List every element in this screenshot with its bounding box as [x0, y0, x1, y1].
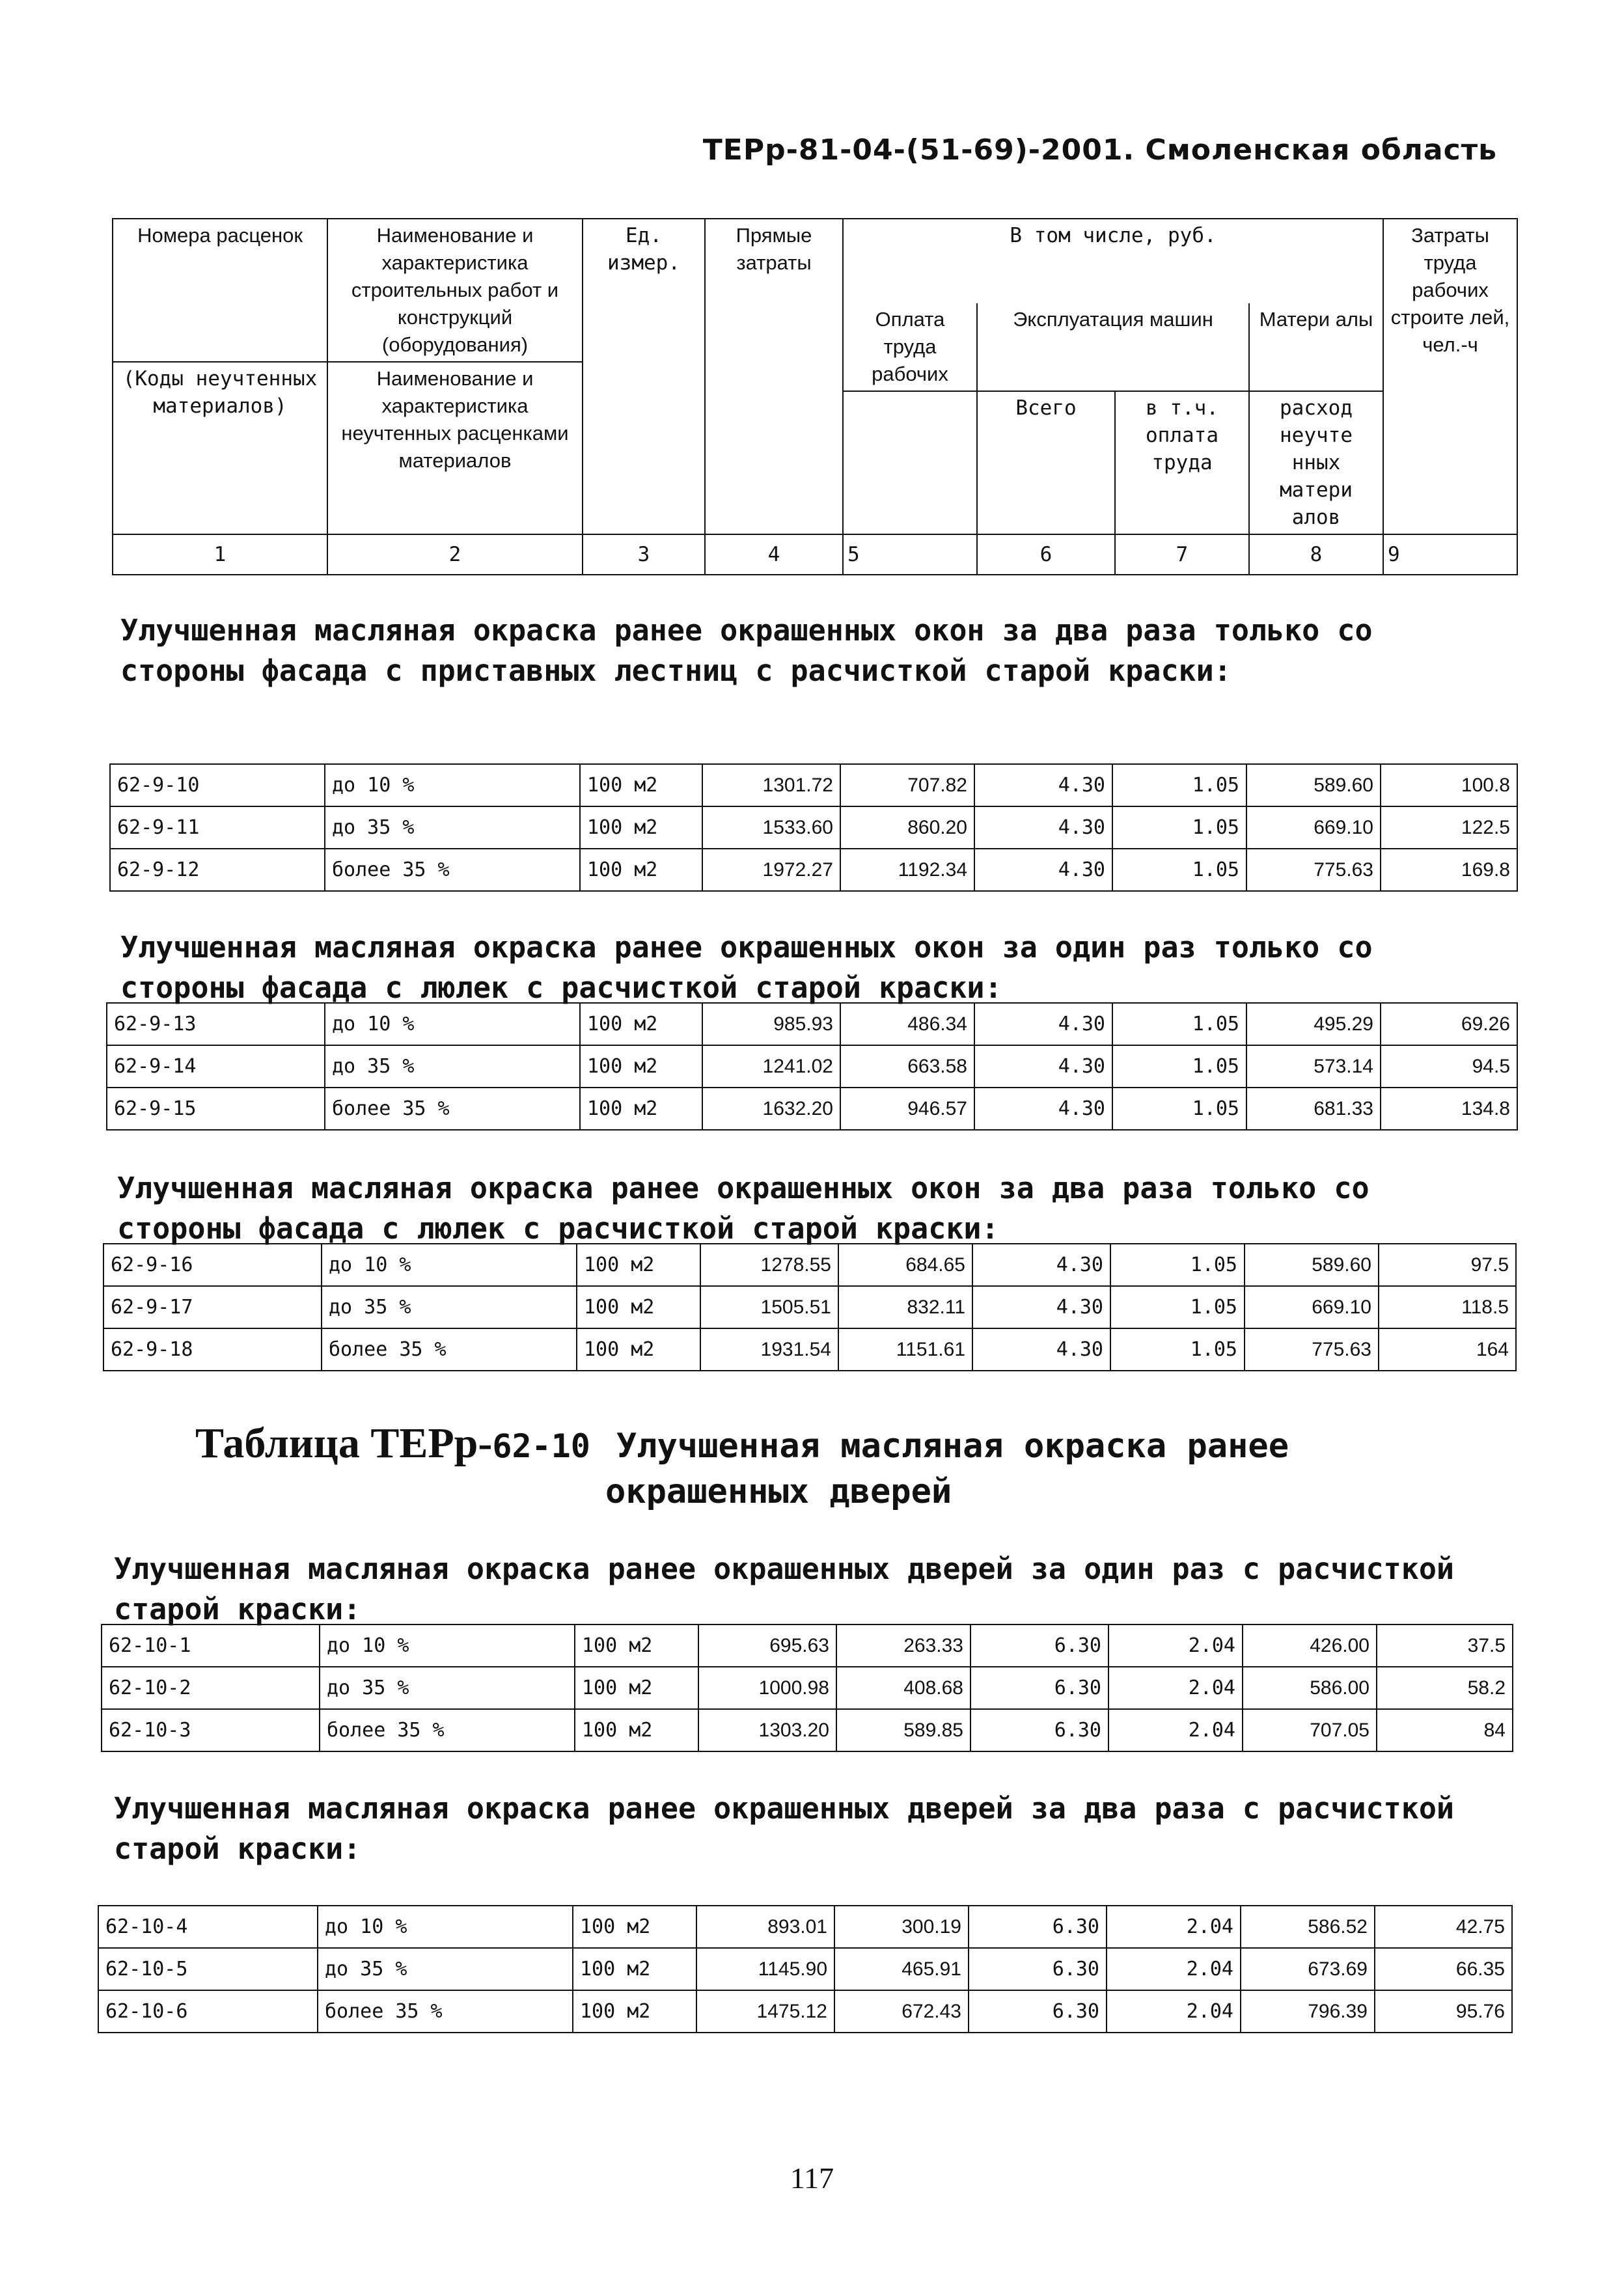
direct-costs: 1972.27: [702, 849, 840, 891]
wages: 946.57: [840, 1088, 974, 1130]
page-number: 117: [790, 2161, 834, 2195]
machines-wages: 1.05: [1112, 1088, 1246, 1130]
table-row: [110, 806, 1517, 849]
machines-total: 6.30: [969, 1948, 1107, 1990]
rate-unit: 100 м2: [577, 1286, 700, 1328]
header-materials: Матери алы: [1249, 303, 1383, 391]
section-heading: Улучшенная масляная окраска ранее окрашенных дверей за два раза с расчисткой старой краски:: [114, 1791, 1472, 1866]
rate-code: 62-10-6: [98, 1990, 318, 2033]
materials: 707.05: [1243, 1709, 1377, 1751]
machines-total: 6.30: [970, 1667, 1108, 1709]
machines-wages: 2.04: [1108, 1624, 1243, 1667]
machines-wages: 1.05: [1112, 1003, 1246, 1045]
rate-code: 62-9-16: [103, 1244, 322, 1286]
materials: 586.00: [1243, 1667, 1377, 1709]
labor: 100.8: [1381, 764, 1517, 806]
labor: 169.8: [1381, 849, 1517, 891]
rate-name: до 35 %: [325, 806, 580, 849]
direct-costs: 1931.54: [700, 1328, 838, 1371]
header-name: Наименование и характеристика строительных работ и конструкций (оборудования): [327, 219, 583, 362]
machines-wages: 1.05: [1112, 1045, 1246, 1088]
machines-total: 6.30: [969, 1990, 1107, 2033]
table-row: [98, 1990, 1512, 2033]
wages: 1151.61: [838, 1328, 972, 1371]
labor: 42.75: [1375, 1906, 1512, 1948]
materials: 796.39: [1241, 1990, 1375, 2033]
rate-code: 62-9-10: [110, 764, 325, 806]
rate-unit: 100 м2: [580, 1088, 702, 1130]
machines-total: 6.30: [970, 1709, 1108, 1751]
rate-code: 62-10-1: [102, 1624, 320, 1667]
direct-costs: 1475.12: [696, 1990, 834, 2033]
section-heading: Улучшенная масляная окраска ранее окрашенных окон за два раза только со стороны фасада с люлек с расчисткой старой краски:: [117, 1171, 1387, 1246]
rate-unit: 100 м2: [580, 1045, 702, 1088]
materials: 589.60: [1245, 1244, 1379, 1286]
header-unit: Ед. измер.: [583, 219, 705, 534]
rates-table: [103, 1243, 1517, 1371]
machines-wages: 2.04: [1108, 1709, 1243, 1751]
table-row: [107, 1088, 1517, 1130]
direct-costs: 695.63: [698, 1624, 836, 1667]
col-num: 6: [977, 534, 1115, 575]
rate-code: 62-9-14: [107, 1045, 325, 1088]
col-num: 8: [1249, 534, 1383, 575]
rate-code: 62-9-17: [103, 1286, 322, 1328]
direct-costs: 985.93: [702, 1003, 840, 1045]
machines-wages: 2.04: [1107, 1990, 1241, 2033]
machines-wages: 1.05: [1110, 1286, 1245, 1328]
table-row: [110, 764, 1517, 806]
machines-total: 4.30: [974, 1003, 1112, 1045]
machines-total: 6.30: [969, 1906, 1107, 1948]
labor: 122.5: [1381, 806, 1517, 849]
header-code: Номера расценок: [113, 219, 327, 362]
col-num: 1: [113, 534, 327, 575]
rate-unit: 100 м2: [573, 1948, 696, 1990]
direct-costs: 1301.72: [702, 764, 840, 806]
machines-total: 4.30: [972, 1328, 1110, 1371]
materials: 586.52: [1241, 1906, 1375, 1948]
rate-code: 62-10-3: [102, 1709, 320, 1751]
rate-name: до 10 %: [322, 1244, 577, 1286]
rate-unit: 100 м2: [580, 764, 702, 806]
wages: 263.33: [836, 1624, 970, 1667]
rate-name: до 35 %: [320, 1667, 575, 1709]
rate-name: до 35 %: [322, 1286, 577, 1328]
machines-total: 4.30: [974, 806, 1112, 849]
header-wages: Оплата труда рабочих: [843, 303, 977, 391]
rate-name: до 10 %: [325, 1003, 580, 1045]
materials: 775.63: [1246, 849, 1381, 891]
rate-code: 62-9-12: [110, 849, 325, 891]
header-material-consumption: расход неучте нных матери алов: [1249, 391, 1383, 534]
wages: 589.85: [836, 1709, 970, 1751]
header-including: В том числе, руб.: [843, 219, 1383, 303]
labor: 84: [1377, 1709, 1513, 1751]
rate-unit: 100 м2: [575, 1709, 698, 1751]
table-row: [103, 1286, 1516, 1328]
direct-costs: 1278.55: [700, 1244, 838, 1286]
rate-code: 62-10-5: [98, 1948, 318, 1990]
col-num: 3: [583, 534, 705, 575]
header-table: [112, 218, 1518, 575]
table-row: [102, 1709, 1513, 1751]
labor: 69.26: [1381, 1003, 1517, 1045]
rates-table: [98, 1905, 1513, 2033]
rate-code: 62-9-13: [107, 1003, 325, 1045]
labor: 118.5: [1379, 1286, 1516, 1328]
direct-costs: 893.01: [696, 1906, 834, 1948]
materials: 775.63: [1245, 1328, 1379, 1371]
table-row: [107, 1003, 1517, 1045]
rates-table: [106, 1002, 1518, 1131]
rate-code: 62-10-4: [98, 1906, 318, 1948]
rate-code: 62-10-2: [102, 1667, 320, 1709]
rate-unit: 100 м2: [577, 1244, 700, 1286]
wages: 672.43: [834, 1990, 969, 2033]
direct-costs: 1632.20: [702, 1088, 840, 1130]
labor: 58.2: [1377, 1667, 1513, 1709]
section-heading: Улучшенная масляная окраска ранее окрашенных окон за два раза только со стороны фасада с приставных лестниц с расчисткой старой краски:: [120, 613, 1390, 688]
table-title: [195, 1419, 1289, 1468]
machines-total: 4.30: [972, 1244, 1110, 1286]
direct-costs: 1505.51: [700, 1286, 838, 1328]
rate-name: до 35 %: [325, 1045, 580, 1088]
labor: 94.5: [1381, 1045, 1517, 1088]
rate-unit: 100 м2: [575, 1667, 698, 1709]
machines-total: 4.30: [974, 1045, 1112, 1088]
rates-table: [101, 1624, 1513, 1752]
direct-costs: 1533.60: [702, 806, 840, 849]
materials: 669.10: [1245, 1286, 1379, 1328]
rate-unit: 100 м2: [580, 806, 702, 849]
rate-name: более 35 %: [325, 849, 580, 891]
machines-wages: 2.04: [1107, 1906, 1241, 1948]
materials: 589.60: [1246, 764, 1381, 806]
wages: 408.68: [836, 1667, 970, 1709]
machines-total: 4.30: [974, 764, 1112, 806]
section-heading: Улучшенная масляная окраска ранее окрашенных дверей за один раз с расчисткой старой краски:: [114, 1552, 1472, 1626]
materials: 681.33: [1246, 1088, 1381, 1130]
col-num: 4: [705, 534, 843, 575]
machines-total: 6.30: [970, 1624, 1108, 1667]
page-title: ТЕРр-81-04-(51-69)-2001. Смоленская область: [702, 133, 1497, 167]
rate-name: до 35 %: [318, 1948, 573, 1990]
rate-name: более 35 %: [320, 1709, 575, 1751]
rate-unit: 100 м2: [573, 1990, 696, 2033]
table-title-name-cont: окрашенных дверей: [605, 1472, 952, 1511]
rate-name: более 35 %: [322, 1328, 577, 1371]
rate-name: до 10 %: [320, 1624, 575, 1667]
col-num: 7: [1115, 534, 1249, 575]
materials: 673.69: [1241, 1948, 1375, 1990]
header-machines: Эксплуатация машин: [977, 303, 1249, 391]
table-row: [103, 1244, 1516, 1286]
wages: 832.11: [838, 1286, 972, 1328]
machines-total: 4.30: [972, 1286, 1110, 1328]
labor: 97.5: [1379, 1244, 1516, 1286]
machines-wages: 1.05: [1112, 764, 1246, 806]
materials: 495.29: [1246, 1003, 1381, 1045]
table-title-name: Улучшенная масляная окраска ранее: [616, 1427, 1289, 1466]
machines-wages: 1.05: [1112, 806, 1246, 849]
materials: 426.00: [1243, 1624, 1377, 1667]
table-title-prefix: Таблица ТЕРр-: [195, 1419, 493, 1467]
direct-costs: 1241.02: [702, 1045, 840, 1088]
wages: 1192.34: [840, 849, 974, 891]
header-machines-wages: в т.ч. оплата труда: [1115, 391, 1249, 534]
machines-wages: 1.05: [1110, 1328, 1245, 1371]
rate-name: более 35 %: [325, 1088, 580, 1130]
wages: 663.58: [840, 1045, 974, 1088]
direct-costs: 1145.90: [696, 1948, 834, 1990]
rate-unit: 100 м2: [580, 849, 702, 891]
labor: 134.8: [1381, 1088, 1517, 1130]
table-row: [110, 849, 1517, 891]
table-row: [98, 1948, 1512, 1990]
wages: 707.82: [840, 764, 974, 806]
col-num: 5: [843, 534, 977, 575]
table-row: [98, 1906, 1512, 1948]
labor: 95.76: [1375, 1990, 1512, 2033]
table-title-code: 62-10: [492, 1427, 590, 1465]
wages: 486.34: [840, 1003, 974, 1045]
table-row: [107, 1045, 1517, 1088]
materials: 573.14: [1246, 1045, 1381, 1088]
machines-wages: 2.04: [1107, 1948, 1241, 1990]
table-row: [102, 1667, 1513, 1709]
machines-wages: 1.05: [1110, 1244, 1245, 1286]
labor: 66.35: [1375, 1948, 1512, 1990]
table-row: [103, 1328, 1516, 1371]
wages: 465.91: [834, 1948, 969, 1990]
rate-unit: 100 м2: [577, 1328, 700, 1371]
rate-name: до 10 %: [318, 1906, 573, 1948]
col-num: 2: [327, 534, 583, 575]
table-row: [102, 1624, 1513, 1667]
col-num: 9: [1383, 534, 1517, 575]
machines-wages: 2.04: [1108, 1667, 1243, 1709]
rate-unit: 100 м2: [573, 1906, 696, 1948]
direct-costs: 1303.20: [698, 1709, 836, 1751]
rate-name: до 10 %: [325, 764, 580, 806]
wages: 300.19: [834, 1906, 969, 1948]
machines-total: 4.30: [974, 849, 1112, 891]
rate-unit: 100 м2: [575, 1624, 698, 1667]
rates-table: [109, 763, 1518, 892]
wages: 860.20: [840, 806, 974, 849]
labor: 164: [1379, 1328, 1516, 1371]
wages: 684.65: [838, 1244, 972, 1286]
materials: 669.10: [1246, 806, 1381, 849]
rate-code: 62-9-15: [107, 1088, 325, 1130]
section-heading: Улучшенная масляная окраска ранее окрашенных окон за один раз только со стороны фасада с люлек с расчисткой старой краски:: [120, 930, 1390, 1005]
rate-name: более 35 %: [318, 1990, 573, 2033]
header-material-codes: (Коды неучтенных материалов): [113, 362, 327, 534]
labor: 37.5: [1377, 1624, 1513, 1667]
header-material-name: Наименование и характеристика неучтенных расценками материалов: [327, 362, 583, 534]
header-labor: Затраты труда рабочих строите лей, чел.-ч: [1383, 219, 1517, 534]
rate-code: 62-9-11: [110, 806, 325, 849]
header-machines-total: Всего: [977, 391, 1115, 534]
rate-code: 62-9-18: [103, 1328, 322, 1371]
header-direct-costs: Прямые затраты: [705, 219, 843, 534]
direct-costs: 1000.98: [698, 1667, 836, 1709]
machines-total: 4.30: [974, 1088, 1112, 1130]
rate-unit: 100 м2: [580, 1003, 702, 1045]
machines-wages: 1.05: [1112, 849, 1246, 891]
